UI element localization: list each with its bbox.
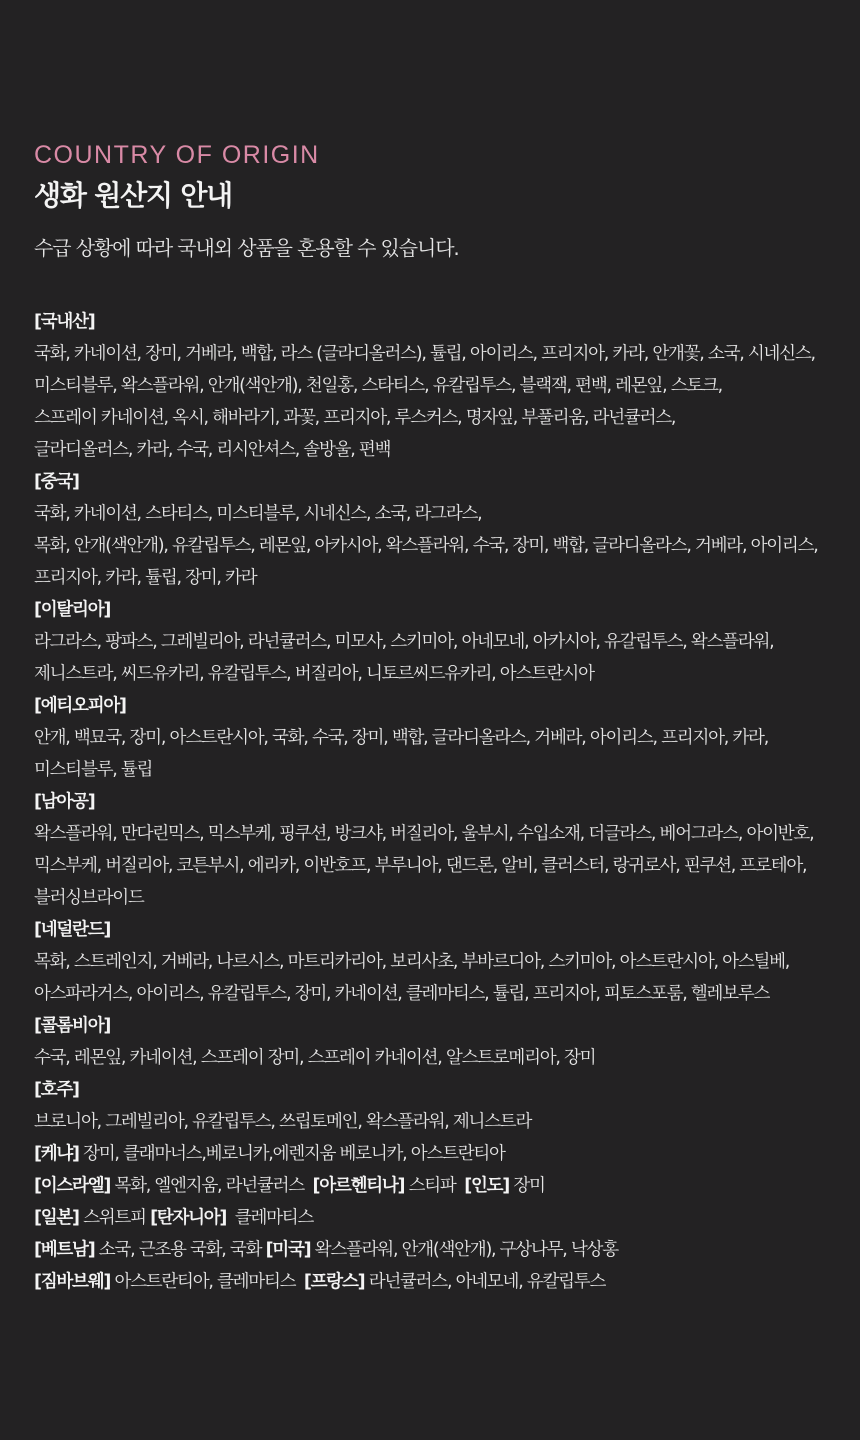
origin-label-south-africa: [남아공] [34, 792, 95, 812]
origin-list [34, 306, 834, 1298]
origin-label-colombia: [콜롬비아] [34, 1016, 111, 1036]
origin-row-kenya [34, 1138, 834, 1170]
origin-flowers-china-3: 프리지아, 카라, 튤립, 장미, 카라 [34, 568, 257, 588]
origin-label-japan: [일본] [34, 1208, 79, 1228]
origin-flowers-south-africa-3: 블러싱브라이드 [34, 888, 144, 908]
origin-flowers-korea-3: 스프레이 카네이션, 옥시, 해바라기, 과꽃, 프리지아, 루스커스, 명자잎, 부풀리움, 라넌큘러스, [34, 408, 676, 428]
origin-row-israel-argentina-india [34, 1170, 834, 1202]
origin-label-ethiopia: [에티오피아] [34, 696, 126, 716]
page-title: 생화 원산지 안내 [34, 179, 233, 212]
origin-flowers-netherlands-2: 아스파라거스, 아이리스, 유칼립투스, 장미, 카네이션, 클레마티스, 튤립, 프리지아, 피토스포룸, 헬레보루스 [34, 984, 770, 1004]
origin-flowers-usa: 왁스플라워, 안개(색안개), 구상나무, 낙상홍 [310, 1240, 618, 1260]
origin-label-vietnam: [베트남] [34, 1240, 95, 1260]
origin-flowers-korea-4: 글라디올러스, 카라, 수국, 리시안셔스, 솔방울, 편백 [34, 440, 391, 460]
origin-flowers-italy-2: 제니스트라, 씨드유카리, 유칼립투스, 버질리아, 니토르씨드유카리, 아스트란시아 [34, 664, 594, 684]
origin-flowers-korea-2: 미스티블루, 왁스플라워, 안개(색안개), 천일홍, 스타티스, 유칼립투스, 블랙잭, 편백, 레몬잎, 스토크, [34, 376, 722, 396]
origin-label-zimbabwe: [짐바브웨] [34, 1272, 111, 1292]
origin-label-china: [중국] [34, 472, 79, 492]
origin-flowers-ethiopia-2: 미스티블루, 튤립 [34, 760, 153, 780]
origin-flowers-israel: 목화, 엘엔지움, 라넌큘러스 [110, 1176, 313, 1196]
section-eyebrow: COUNTRY OF ORIGIN [34, 141, 320, 169]
origin-flowers-netherlands-1: 목화, 스트레인지, 거베라, 나르시스, 마트리카리아, 보리사초, 부바르디아, 스키미아, 아스트란시아, 아스틸베, [34, 952, 790, 972]
origin-label-israel: [이스라엘] [34, 1176, 111, 1196]
origin-flowers-kenya: 장미, 클래마너스,베로니카,에렌지움 베로니카, 아스트란티아 [78, 1144, 505, 1164]
origin-label-france: [프랑스] [303, 1272, 365, 1292]
origin-flowers-argentina: 스티파 [404, 1176, 465, 1196]
origin-flowers-ethiopia-1: 안개, 백묘국, 장미, 아스트란시아, 국화, 수국, 장미, 백합, 글라디올라스, 거베라, 아이리스, 프리지아, 카라, [34, 728, 769, 748]
origin-label-italy: [이탈리아] [34, 600, 111, 620]
origin-label-usa: [미국] [265, 1240, 311, 1260]
origin-flowers-france: 라넌큘러스, 아네모네, 유칼립투스 [364, 1272, 606, 1292]
origin-row-vietnam-usa [34, 1234, 834, 1266]
origin-flowers-china-1: 국화, 카네이션, 스타티스, 미스티블루, 시네신스, 소국, 라그라스, [34, 504, 482, 524]
page-subtitle: 수급 상황에 따라 국내외 상품을 혼용할 수 있습니다. [34, 236, 459, 260]
origin-flowers-zimbabwe: 아스트란티아, 클레마티스 [110, 1272, 304, 1292]
origin-label-argentina: [아르헨티나] [312, 1176, 405, 1196]
origin-notice [34, 140, 834, 1298]
origin-flowers-colombia-1: 수국, 레몬잎, 카네이션, 스프레이 장미, 스프레이 카네이션, 알스트로메리아, 장미 [34, 1048, 596, 1068]
origin-flowers-india: 장미 [509, 1176, 545, 1196]
origin-label-australia: [호주] [34, 1080, 79, 1100]
origin-label-tanzania: [탄자니아] [150, 1208, 227, 1228]
origin-label-korea: [국내산] [34, 312, 95, 332]
origin-flowers-australia-1: 브로니아, 그레빌리아, 유칼립투스, 쓰립토메인, 왁스플라워, 제니스트라 [34, 1112, 532, 1132]
origin-flowers-vietnam: 소국, 근조용 국화, 국화 [94, 1240, 266, 1260]
origin-flowers-korea-1: 국화, 카네이션, 장미, 거베라, 백합, 라스 (글라디올러스), 튤립, 아이리스, 프리지아, 카라, 안개꽃, 소국, 시네신스, [34, 344, 815, 364]
origin-label-kenya: [케냐] [34, 1144, 79, 1164]
origin-flowers-japan: 스위트피 [78, 1208, 151, 1228]
origin-flowers-italy-1: 라그라스, 팡파스, 그레빌리아, 라넌큘러스, 미모사, 스키미아, 아네모네, 아카시아, 유갈립투스, 왁스플라워, [34, 632, 774, 652]
origin-label-netherlands: [네덜란드] [34, 920, 111, 940]
origin-row-japan-tanzania [34, 1202, 834, 1234]
origin-flowers-china-2: 목화, 안개(색안개), 유칼립투스, 레몬잎, 아카시아, 왁스플라워, 수국, 장미, 백합, 글라디올라스, 거베라, 아이리스, [34, 536, 818, 556]
origin-flowers-south-africa-1: 왁스플라워, 만다린믹스, 믹스부케, 핑쿠션, 방크샤, 버질리아, 울부시, 수입소재, 더글라스, 베어그라스, 아이반호, [34, 824, 814, 844]
origin-flowers-tanzania: 클레마티스 [226, 1208, 314, 1228]
origin-flowers-south-africa-2: 믹스부케, 버질리아, 코튼부시, 에리카, 이반호프, 부루니아, 댄드론, 알비, 클러스터, 랑귀로사, 핀쿠션, 프로테아, [34, 856, 807, 876]
origin-row-zimbabwe-france [34, 1266, 834, 1298]
origin-label-india: [인도] [464, 1176, 510, 1196]
